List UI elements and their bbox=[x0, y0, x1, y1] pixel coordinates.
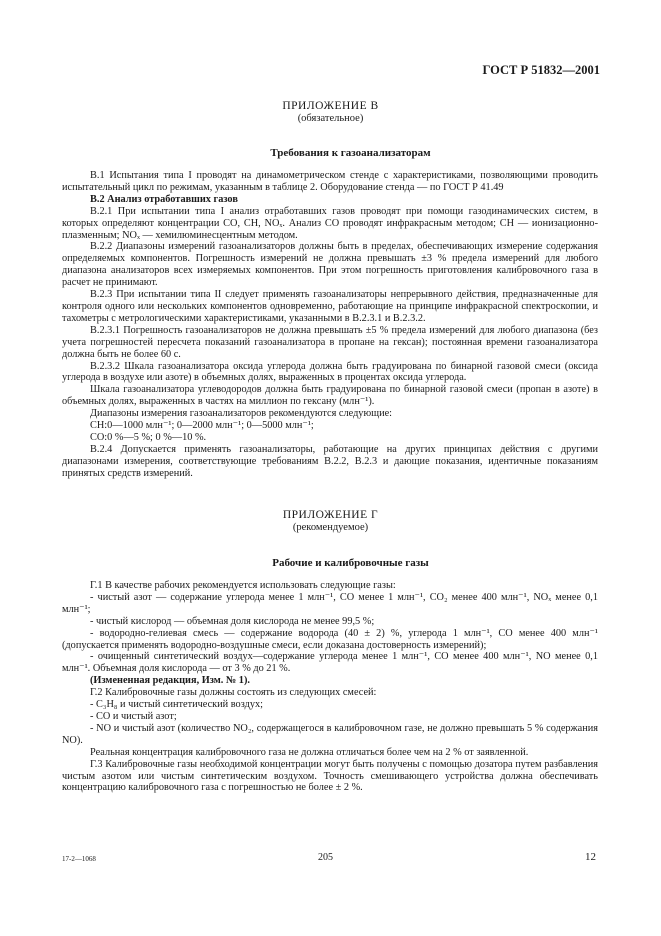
appendix-v-title: ПРИЛОЖЕНИЕ В bbox=[282, 100, 379, 112]
appendix-g-body bbox=[62, 580, 598, 794]
list-item-hydrogen-helium: - водородно-гелиевая смесь — содержание водорода (40 ± 2) %, углерода 1 млн⁻¹, СО менее 400 млн⁻¹ (допускается применять водородно-воздушные смеси, если доказана достоверность измерений); bbox=[62, 627, 598, 651]
paragraph-ranges-co: СО:0 %—5 %; 0 %—10 %. bbox=[90, 431, 207, 443]
list-item-co: - СО и чистый азот; bbox=[90, 710, 177, 722]
list-item-oxygen: - чистый кислород — объемная доля кислорода не менее 99,5 %; bbox=[90, 615, 375, 627]
appendix-v-body bbox=[62, 170, 598, 480]
appendix-g-subtitle: (рекомендуемое) bbox=[292, 522, 369, 533]
paragraph-g1: Г.1 В качестве рабочих рекомендуется использовать следующие газы: bbox=[90, 580, 396, 591]
paragraph-v2-3-2-hydrocarbons: Шкала газоанализатора углеводородов должна быть градуирована по бинарной газовой смеси (пропан в азоте) в объемных долях, выраженных в частях на миллион по гексану (млн⁻¹). bbox=[62, 384, 598, 408]
paragraph-v2-1: В.2.1 При испытании типа I анализ отработавших газов проводят при помощи газодинамических систем, в которых определяют концентрации СО, СН, NOₓ. Анализ СО проводят инфракрасным методом; СН — ионизационно-плазменным; NOₓ — хемилюминесцентным методом. bbox=[62, 205, 598, 241]
paragraph-v2-3-1: В.2.3.1 Погрешность газоанализаторов не должна превышать ±5 % предела измерений для любого диапазона (без учета погрешностей пересчета показаний газоанализатора в пропане на гексан); постоянная времени газоанализатора должна быть не более 60 с. bbox=[62, 324, 598, 360]
appendix-v-subtitle: (обязательное) bbox=[297, 113, 364, 124]
appendix-g-title: ПРИЛОЖЕНИЕ Г bbox=[282, 509, 379, 521]
paragraph-v2-3-2: В.2.3.2 Шкала газоанализатора оксида углерода должна быть градуирована по бинарной газовой смеси (оксида углерода в воздухе или азоте) в объемных долях, выраженных в процентах оксида углерода. bbox=[62, 360, 598, 384]
print-code: 17-2—1068 bbox=[62, 855, 96, 863]
paragraph-ranges-ch: СН:0—1000 млн⁻¹; 0—2000 млн⁻¹; 0—5000 млн⁻¹; bbox=[90, 420, 314, 432]
paragraph-g2: Г.2 Калибровочные газы должны состоять из следующих смесей: bbox=[90, 687, 377, 699]
paragraph-v2-3: В.2.3 При испытании типа II следует применять газоанализаторы непрерывного действия, предназначенные для контроля одного или нескольких компонентов одновременно, работающие на принципе инфракрасной спектроскопии, и тахометры с метрологическими характеристиками, указанными в В.2.3.1 и В.2.3.2. bbox=[62, 289, 598, 324]
list-item-nitrogen: - чистый азот — содержание углерода менее 1 млн⁻¹, СО менее 1 млн⁻¹, СО₂ менее 400 млн⁻¹, NOₓ менее 0,1 млн⁻¹; bbox=[62, 591, 598, 615]
paragraph-v2-heading: В.2 Анализ отработавших газов bbox=[90, 193, 238, 205]
list-item-no: - NO и чистый азот (количество NO₂, содержащегося в калибровочном газе, не должно превышать 5 % содержания NO). bbox=[62, 722, 598, 746]
standard-header: ГОСТ Р 51832—2001 bbox=[482, 63, 600, 77]
section-page-number: 12 bbox=[585, 851, 596, 863]
paragraph-v2-2: В.2.2 Диапазоны измерений газоанализаторов должны быть в пределах, обеспечивающих измерение содержания определяемых компонентов. Погрешность измерений не должна превышать ±3 % предела измерений для любого диапазона анализаторов всех измеряемых компонентов. При этом погрешность приготовления калибровочного газа в расчет не принимают. bbox=[62, 241, 598, 289]
appendix-v-section-title: Требования к газоанализаторам bbox=[270, 147, 431, 159]
appendix-g-section-title: Рабочие и калибровочные газы bbox=[272, 557, 429, 569]
paragraph-v1: В.1 Испытания типа I проводят на динамометрическом стенде с характеристиками, позволяющими проводить испытательный цикл по режимам, указанным в таблице 2. Оборудование стенда — по ГОСТ Р 41.49 bbox=[62, 170, 598, 193]
list-item-synthetic-air: - очищенный синтетический воздух—содержание углерода менее 1 млн⁻¹, СО менее 400 млн⁻¹, NO менее 0,1 млн⁻¹. Объемная доля кислорода — от 3 % до 21 %. bbox=[62, 651, 598, 675]
paragraph-g3: Г.3 Калибровочные газы необходимой концентрации могут быть получены с помощью дозатора путем разбавления чистым азотом или чистым синтетическим воздухом. Точность смешивающего устройства должна обеспечивать концентрацию калибровочного газа с погрешностью не более ± 2 %. bbox=[62, 758, 598, 794]
paragraph-v2-4: В.2.4 Допускается применять газоанализаторы, работающие на других принципах действия с другими диапазонами измерения, соответствующие требованиям В.2.2, В.2.3 и дающие показания, идентичные показаниям принятых средств измерений. bbox=[62, 443, 598, 479]
page-number: 205 bbox=[318, 852, 333, 863]
paragraph-real-concentration: Реальная концентрация калибровочного газа не должна отличаться более чем на 2 % от заявленной. bbox=[90, 746, 529, 758]
amendment-note: (Измененная редакция, Изм. № 1). bbox=[90, 675, 250, 687]
list-item-propane: - С₃Н₈ и чистый синтетический воздух; bbox=[90, 699, 263, 711]
paragraph-ranges-intro: Диапазоны измерения газоанализаторов рекомендуются следующие: bbox=[90, 408, 393, 420]
